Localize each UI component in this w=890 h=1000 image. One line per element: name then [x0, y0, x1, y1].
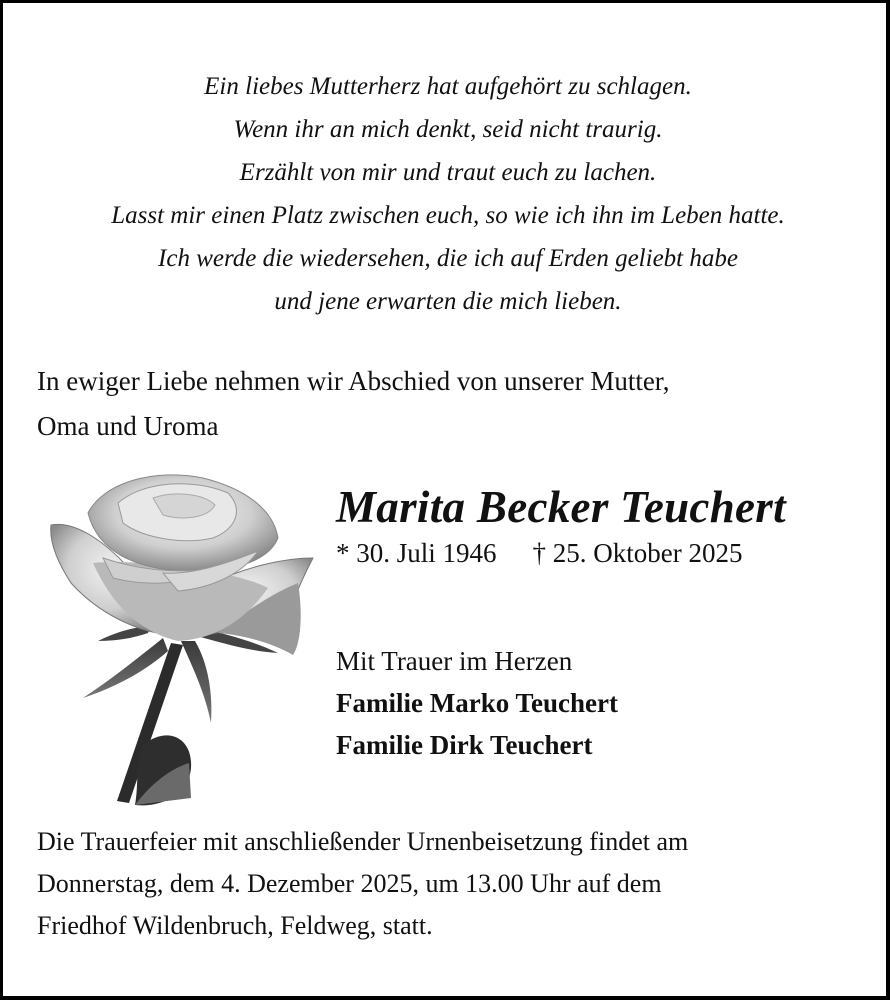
farewell-intro: [37, 359, 669, 449]
deceased-name: Marita Becker Teuchert: [336, 482, 786, 532]
poem-line: Erzählt von mir und traut euch zu lachen.: [239, 159, 657, 186]
poem-line: Wenn ihr an mich denkt, seid nicht traurig.: [233, 116, 663, 143]
intro-line: Oma und Uroma: [37, 411, 219, 441]
funeral-line: Friedhof Wildenbruch, Feldweg, statt.: [37, 911, 433, 940]
family-name: Familie Dirk Teuchert: [336, 730, 593, 760]
poem-line: und jene erwarten die mich lieben.: [274, 288, 622, 315]
death-date: † 25. Oktober 2025: [532, 538, 743, 568]
intro-line: In ewiger Liebe nehmen wir Abschied von unserer Mutter,: [37, 366, 670, 396]
funeral-line: Donnerstag, dem 4. Dezember 2025, um 13.00 Uhr auf dem: [37, 869, 662, 898]
rose-icon: [43, 463, 318, 808]
birth-date: * 30. Juli 1946: [336, 538, 497, 568]
poem-line: Ich werde die wiedersehen, die ich auf Erden geliebt habe: [158, 245, 738, 272]
family-name: Familie Marko Teuchert: [336, 688, 618, 718]
mourners: [336, 640, 618, 766]
life-dates: [336, 538, 743, 569]
poem-line: Ein liebes Mutterherz hat aufgehört zu schlagen.: [204, 73, 692, 100]
poem-line: Lasst mir einen Platz zwischen euch, so wie ich ihn im Leben hatte.: [111, 202, 785, 229]
mourners-intro: Mit Trauer im Herzen: [336, 646, 573, 676]
poem: [3, 65, 890, 323]
funeral-line: Die Trauerfeier mit anschließender Urnenbeisetzung findet am: [37, 827, 689, 856]
funeral-details: [37, 821, 688, 947]
